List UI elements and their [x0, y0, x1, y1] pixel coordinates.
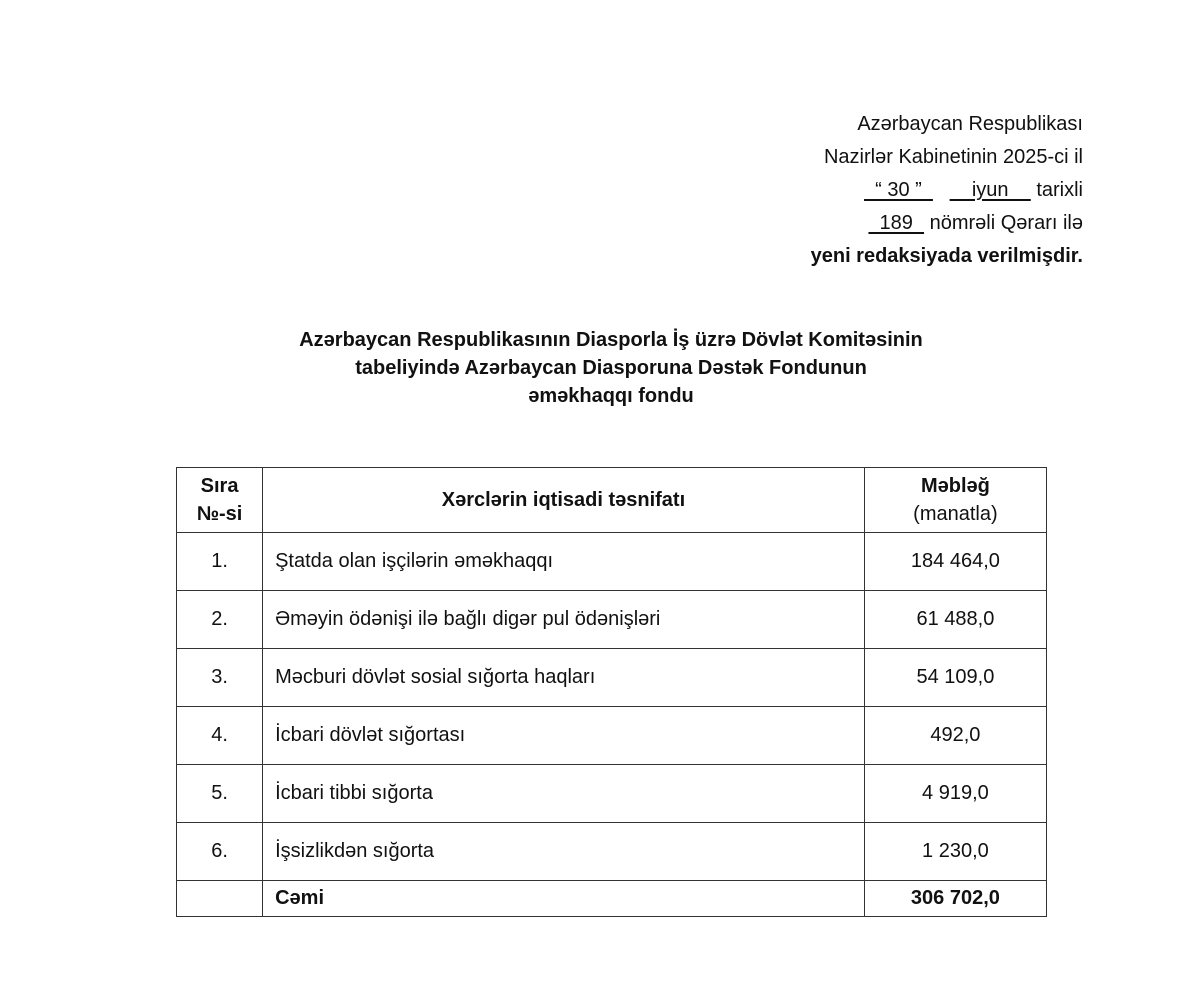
row-description: İcbari dövlət sığortası — [263, 707, 865, 765]
row-description: İcbari tibbi sığorta — [263, 765, 865, 823]
header-amount-line-2: (manatla) — [913, 503, 998, 525]
row-description: Əməyin ödənişi ilə bağlı digər pul ödənişləri — [263, 591, 865, 649]
salary-fund-table — [176, 467, 1047, 917]
header-date-day: “ 30 ” — [864, 179, 933, 201]
row-amount: 4 919,0 — [864, 765, 1046, 823]
header-line-2: Nazirlər Kabinetinin 2025-ci il — [823, 146, 1083, 168]
row-number: 5. — [177, 765, 263, 823]
title-line-3: əməkhaqqı fondu — [528, 385, 694, 407]
row-number: 6. — [177, 823, 263, 881]
header-line-5: yeni redaksiyada verilmişdir. — [810, 245, 1083, 267]
total-label: Cəmi — [263, 881, 865, 917]
header-description: Xərclərin iqtisadi təsnifatı — [263, 468, 865, 533]
row-description: Ştatda olan işçilərin əməkhaqqı — [263, 533, 865, 591]
total-number-empty — [177, 881, 263, 917]
header-amount — [864, 468, 1046, 533]
row-description: İşsizlikdən sığorta — [263, 823, 865, 881]
header-no — [177, 468, 263, 533]
row-amount: 492,0 — [864, 707, 1046, 765]
header-date-suffix: tarixli — [1036, 179, 1083, 201]
row-number: 4. — [177, 707, 263, 765]
table-row — [177, 707, 1047, 765]
title-line-1: Azərbaycan Respublikasının Diasporla İş üzrə Dövlət Komitəsinin — [299, 329, 923, 351]
table-row — [177, 533, 1047, 591]
total-row — [177, 881, 1047, 917]
total-amount: 306 702,0 — [864, 881, 1046, 917]
row-number: 2. — [177, 591, 263, 649]
table-row — [177, 649, 1047, 707]
title-line-2: tabeliyində Azərbaycan Diasporuna Dəstək Fondunun — [355, 357, 867, 379]
header-date-line — [811, 174, 1083, 207]
header-date-month: iyun — [949, 179, 1031, 201]
header-number-line — [811, 207, 1083, 240]
header-no-line-1: Sıra — [200, 475, 239, 497]
table-row — [177, 591, 1047, 649]
row-amount: 54 109,0 — [864, 649, 1046, 707]
table-row — [177, 823, 1047, 881]
row-number: 3. — [177, 649, 263, 707]
row-description: Məcburi dövlət sosial sığorta haqları — [263, 649, 865, 707]
table-header-row — [177, 468, 1047, 533]
header-line-1: Azərbaycan Respublikası — [857, 113, 1083, 135]
header-decision-number: 189 — [868, 212, 925, 234]
header-no-line-2: №-si — [196, 503, 243, 525]
document-title — [0, 326, 1200, 410]
row-amount: 61 488,0 — [864, 591, 1046, 649]
table-row — [177, 765, 1047, 823]
approval-header — [811, 108, 1083, 273]
header-amount-line-1: Məbləğ — [920, 475, 990, 497]
header-number-suffix: nömrəli Qərarı ilə — [929, 212, 1083, 234]
row-amount: 1 230,0 — [864, 823, 1046, 881]
row-amount: 184 464,0 — [864, 533, 1046, 591]
row-number: 1. — [177, 533, 263, 591]
